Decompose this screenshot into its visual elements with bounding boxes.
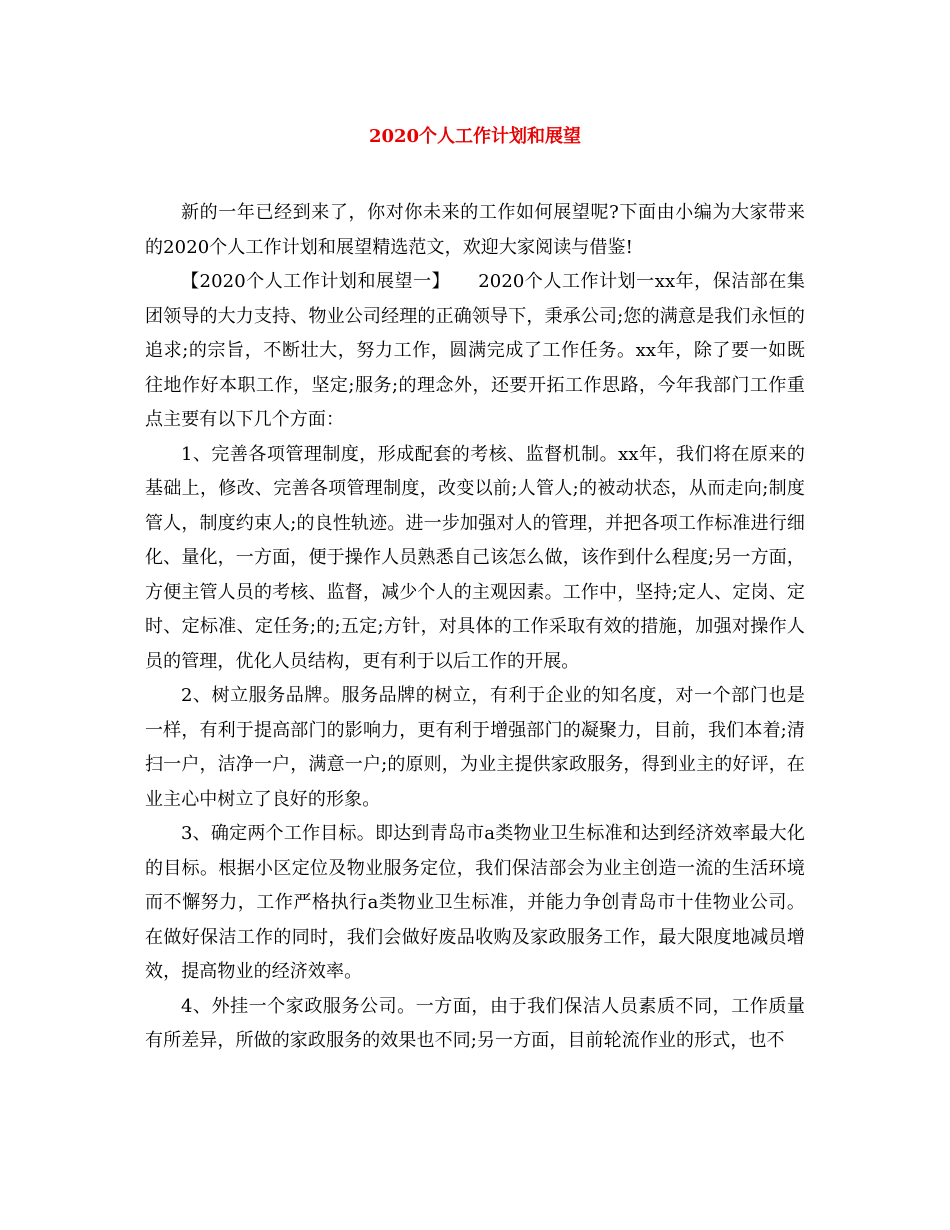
plan-one-paragraph: 【2020个人工作计划和展望一】 2020个人工作计划一xx年，保洁部在集团领导的大力支持、物业公司经理的正确领导下，秉承公司;您的满意是我们永恒的追求;的宗旨，不断壮大，努力工作，圆满完成了工作任务。xx年，除了要一如既往地作好本职工作，坚定;服务;的理念外，还要开拓工作思路，今年我部门工作重点主要有以下几个方面： <box>145 271 805 430</box>
document-title: 2020个人工作计划和展望 <box>368 126 582 147</box>
item-1-paragraph: 1、完善各项管理制度，形成配套的考核、监督机制。xx年，我们将在原来的基础上，修改、完善各项管理制度，改变以前;人管人;的被动状态，从而走向;制度管人，制度约束人;的良性轨迹。进一步加强对人的管理，并把各项工作标准进行细化、量化，一方面，便于操作人员熟悉自己该怎么做，该作到什么程度;另一方面，方便主管人员的考核、监督，减少个人的主观因素。工作中，坚持;定人、定岗、定时、定标准、定任务;的;五定;方针，对具体的工作采取有效的措施，加强对操作人员的管理，优化人员结构，更有利于以后工作的开展。 <box>145 443 805 672</box>
document-body <box>145 196 805 1059</box>
item-2-paragraph: 2、树立服务品牌。服务品牌的树立，有利于企业的知名度，对一个部门也是一样，有利于提高部门的影响力，更有利于增强部门的凝聚力，目前，我们本着;清扫一户，洁净一户，满意一户;的原则，为业主提供家政服务，得到业主的好评，在业主心中树立了良好的形象。 <box>145 685 805 810</box>
item-4-paragraph: 4、外挂一个家政服务公司。一方面，由于我们保洁人员素质不同，工作质量有所差异，所做的家政服务的效果也不同;另一方面，目前轮流作业的形式，也不 <box>145 995 805 1051</box>
item-3-paragraph: 3、确定两个工作目标。即达到青岛市a类物业卫生标准和达到经济效率最大化的目标。根据小区定位及物业服务定位，我们保洁部会为业主创造一流的生活环境而不懈努力，工作严格执行a类物业卫生标准，并能力争创青岛市十佳物业公司。在做好保洁工作的同时，我们会做好废品收购及家政服务工作，最大限度地减员增效，提高物业的经济效率。 <box>145 823 805 982</box>
intro-paragraph: 新的一年已经到来了，你对你未来的工作如何展望呢?下面由小编为大家带来的2020个人工作计划和展望精选范文，欢迎大家阅读与借鉴! <box>145 202 805 258</box>
